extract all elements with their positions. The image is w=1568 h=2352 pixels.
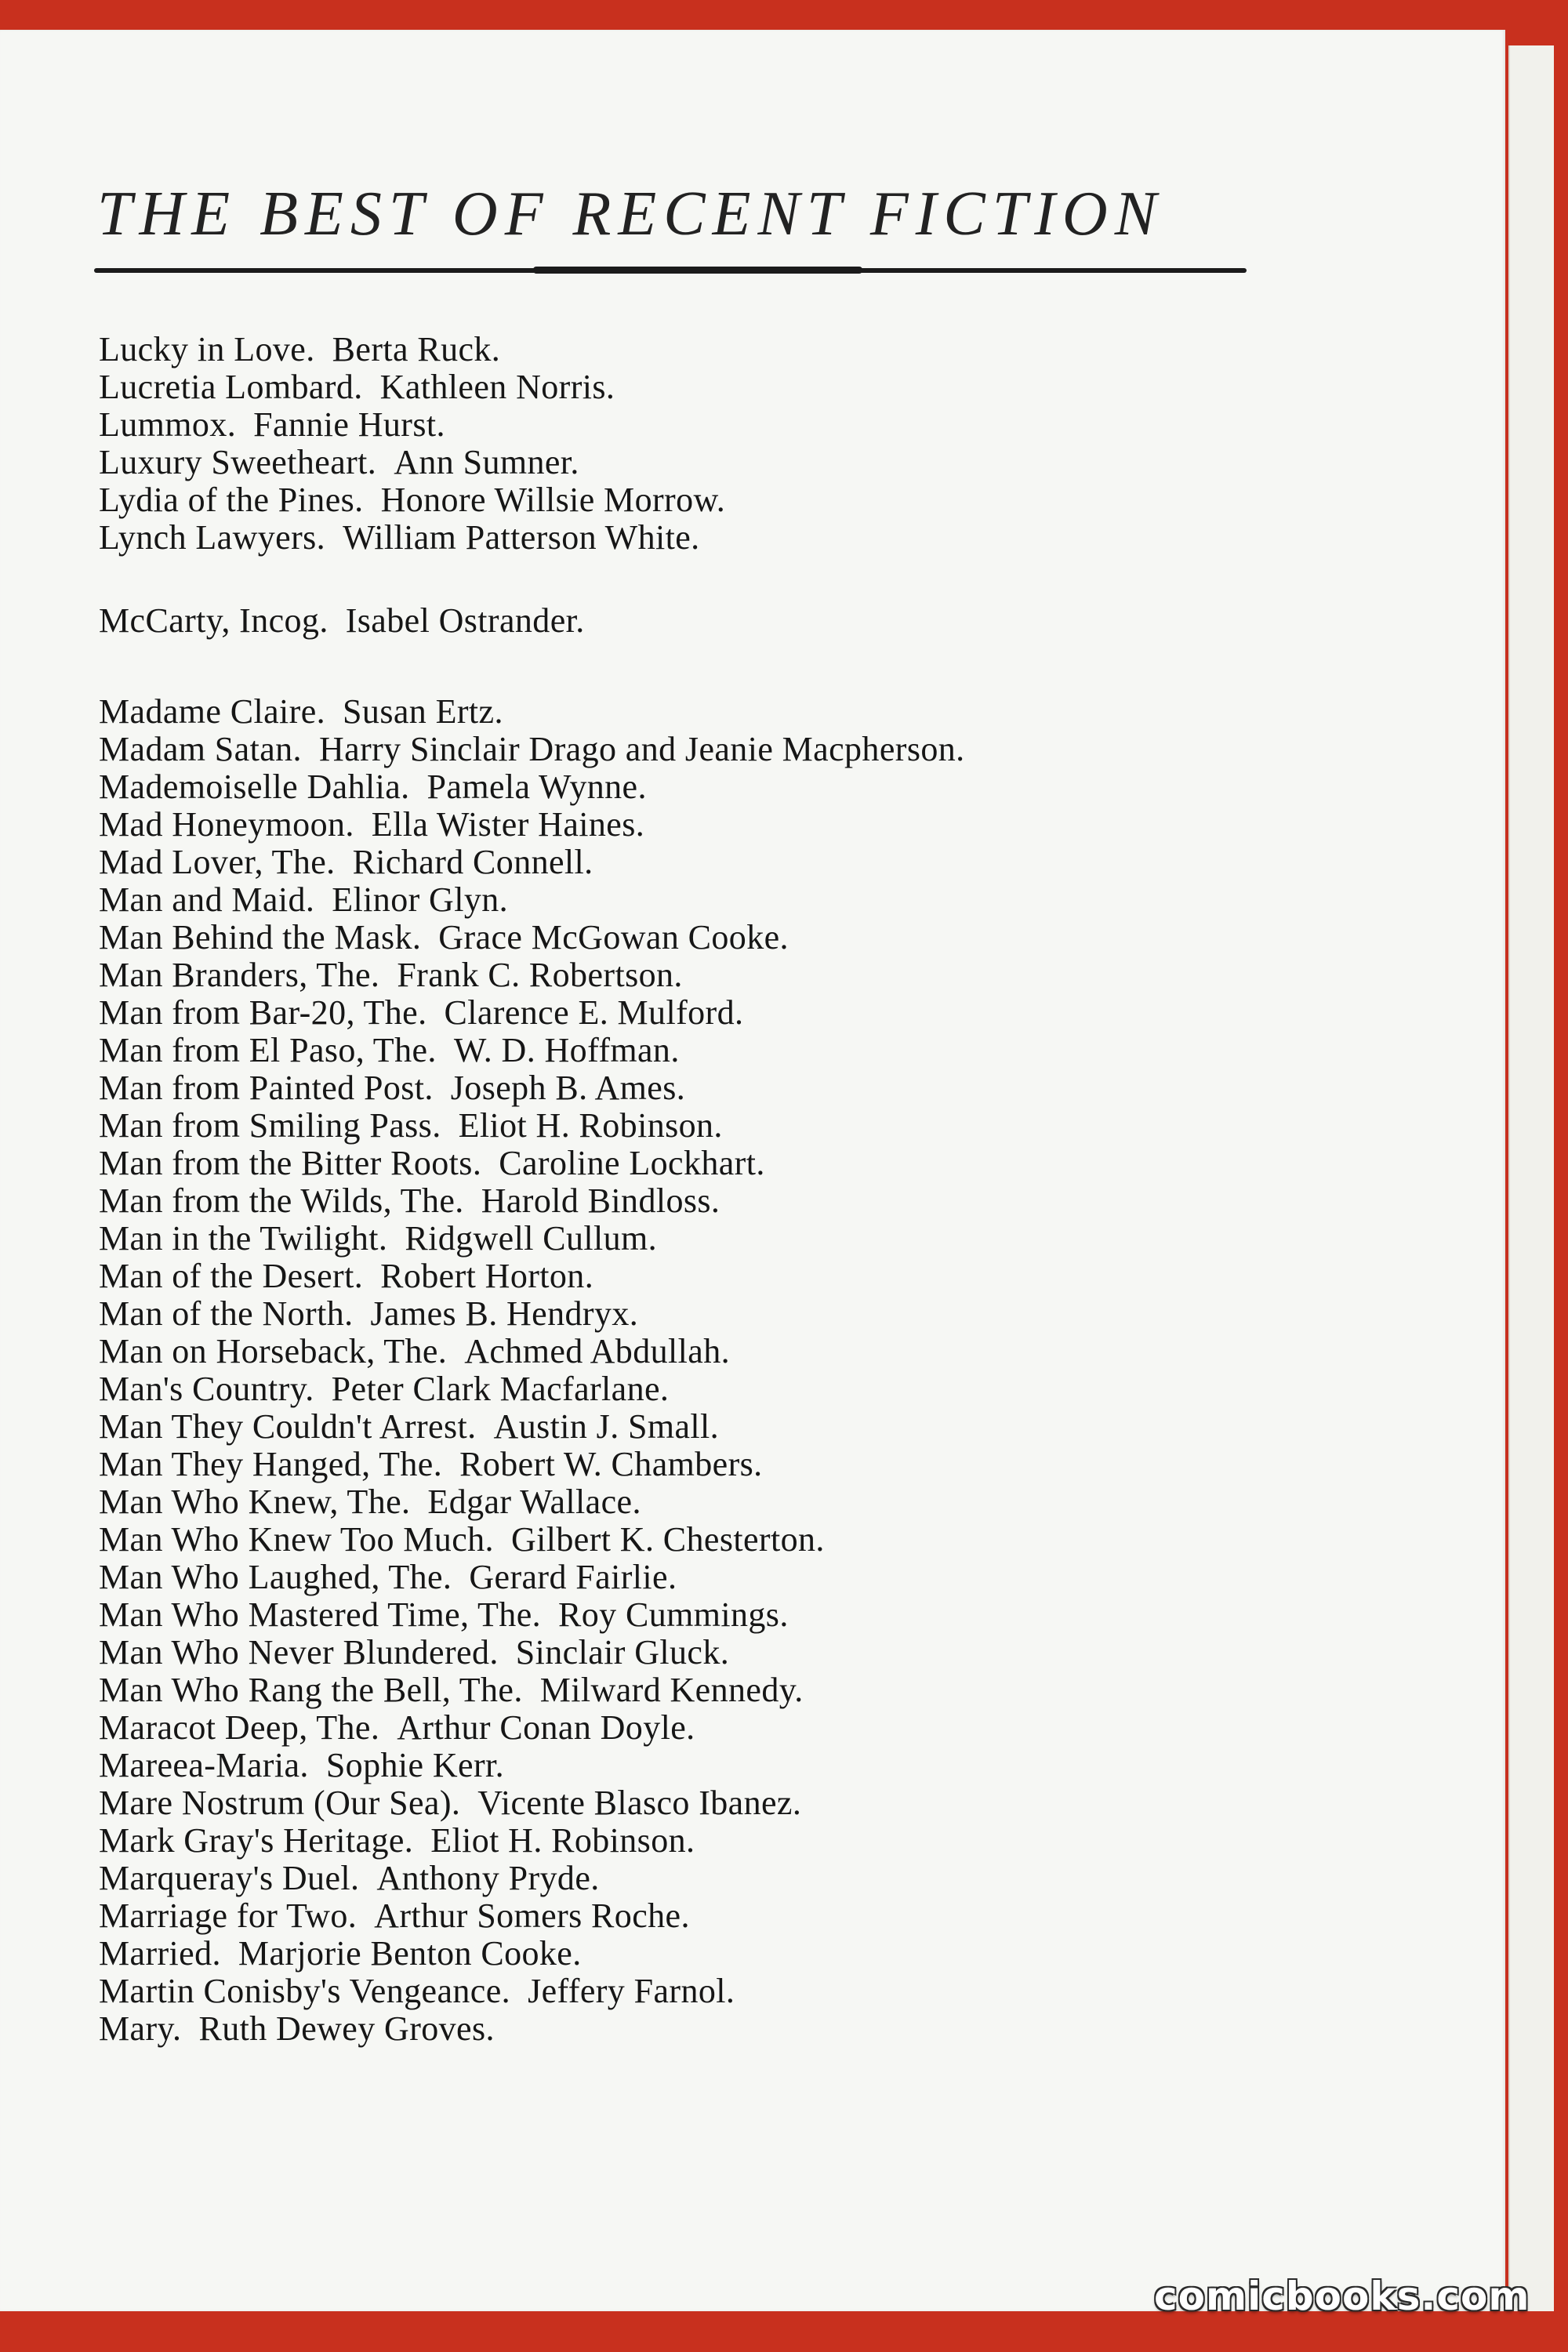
- book-author: Robert Horton.: [380, 1257, 594, 1295]
- book-author: Austin J. Small.: [493, 1407, 720, 1446]
- list-item: [99, 1521, 825, 1559]
- book-title: Martin Conisby's Vengeance.: [99, 1972, 511, 2010]
- book-title: Man from Bar-20, The.: [99, 993, 427, 1032]
- book-author: Sophie Kerr.: [325, 1746, 505, 1784]
- list-item: [99, 602, 585, 640]
- list-item: [99, 693, 503, 731]
- list-item: [99, 331, 500, 368]
- list-item: [99, 881, 508, 919]
- list-item: [99, 1446, 763, 1483]
- book-title: Lynch Lawyers.: [99, 518, 326, 557]
- book-title: Lydia of the Pines.: [99, 481, 364, 519]
- list-item: [99, 444, 579, 481]
- book-author: Vicente Blasco Ibanez.: [477, 1784, 802, 1822]
- book-title: Man Behind the Mask.: [99, 918, 422, 956]
- watermark-logo: comicbooks.com: [1154, 2274, 1530, 2319]
- book-author: Achmed Abdullah.: [464, 1332, 730, 1370]
- book-title: Man Branders, The.: [99, 956, 380, 994]
- book-title: Man from Smiling Pass.: [99, 1106, 441, 1145]
- book-author: Peter Clark Macfarlane.: [331, 1370, 670, 1408]
- book-author: Roy Cummings.: [558, 1595, 789, 1634]
- book-title: Mad Honeymoon.: [99, 805, 354, 844]
- book-author: Elinor Glyn.: [332, 880, 509, 919]
- list-item: [99, 1935, 582, 1973]
- book-title: Man from Painted Post.: [99, 1069, 434, 1107]
- book-title: Man They Couldn't Arrest.: [99, 1407, 477, 1446]
- book-title: Man of the North.: [99, 1294, 354, 1333]
- book-title: Married.: [99, 1934, 221, 1973]
- list-item: [99, 1709, 695, 1747]
- list-item: [99, 2010, 495, 2048]
- list-item: [99, 994, 743, 1032]
- book-title: Man of the Desert.: [99, 1257, 364, 1295]
- book-author: Ridgwell Cullum.: [405, 1219, 658, 1258]
- book-author: Joseph B. Ames.: [450, 1069, 686, 1107]
- book-title: Man in the Twilight.: [99, 1219, 388, 1258]
- list-item: [99, 1370, 669, 1408]
- list-item: [99, 481, 725, 519]
- book-author: Milward Kennedy.: [539, 1671, 804, 1709]
- book-author: Jeffery Farnol.: [528, 1972, 735, 2010]
- book-title: Man on Horseback, The.: [99, 1332, 448, 1370]
- list-item: [99, 368, 615, 406]
- fiction-list: [99, 0, 1447, 2352]
- book-title: Man and Maid.: [99, 880, 315, 919]
- book-title: Man They Hanged, The.: [99, 1445, 443, 1483]
- book-author: James B. Hendryx.: [370, 1294, 639, 1333]
- book-title: Man from El Paso, The.: [99, 1031, 437, 1069]
- list-item: [99, 1671, 804, 1709]
- list-item: [99, 919, 789, 956]
- list-item: [99, 1634, 729, 1671]
- page-title: THE BEST OF RECENT FICTION: [97, 180, 1164, 249]
- book-author: Berta Ruck.: [332, 330, 501, 368]
- list-item: [99, 519, 700, 557]
- list-item: [99, 844, 593, 881]
- book-author: Clarence E. Mulford.: [444, 993, 744, 1032]
- book-title: Mareea-Maria.: [99, 1746, 309, 1784]
- book-title: Maracot Deep, The.: [99, 1708, 380, 1747]
- book-title: Man Who Mastered Time, The.: [99, 1595, 542, 1634]
- list-item: [99, 1069, 685, 1107]
- list-item: [99, 1897, 690, 1935]
- list-item: [99, 731, 965, 768]
- list-item: [99, 806, 644, 844]
- book-author: Gilbert K. Chesterton.: [510, 1520, 825, 1559]
- list-item: [99, 1333, 730, 1370]
- book-author: Pamela Wynne.: [426, 768, 647, 806]
- list-item: [99, 1784, 801, 1822]
- book-title: Mare Nostrum (Our Sea).: [99, 1784, 461, 1822]
- book-author: Fannie Hurst.: [253, 405, 445, 444]
- book-author: W. D. Hoffman.: [453, 1031, 680, 1069]
- list-item: [99, 1182, 720, 1220]
- book-author: Kathleen Norris.: [379, 368, 615, 406]
- list-item: [99, 1973, 735, 2010]
- book-author: Edgar Wallace.: [427, 1483, 641, 1521]
- book-title: McCarty, Incog.: [99, 601, 328, 640]
- book-author: Robert W. Chambers.: [459, 1445, 763, 1483]
- book-author: Grace McGowan Cooke.: [438, 918, 789, 956]
- list-item: [99, 1145, 765, 1182]
- list-item: [99, 1408, 719, 1446]
- book-title: Mademoiselle Dahlia.: [99, 768, 410, 806]
- list-item: [99, 956, 683, 994]
- book-title: Man Who Laughed, The.: [99, 1558, 452, 1596]
- book-title: Man from the Wilds, The.: [99, 1181, 464, 1220]
- book-title: Mark Gray's Heritage.: [99, 1821, 414, 1860]
- book-title: Luxury Sweetheart.: [99, 443, 377, 481]
- list-item: [99, 406, 445, 444]
- book-title: Lucky in Love.: [99, 330, 315, 368]
- list-item: [99, 1107, 723, 1145]
- book-author: Sinclair Gluck.: [515, 1633, 730, 1671]
- book-title: Man from the Bitter Roots.: [99, 1144, 482, 1182]
- book-title: Man Who Never Blundered.: [99, 1633, 499, 1671]
- list-item: [99, 1483, 641, 1521]
- list-item: [99, 1295, 638, 1333]
- book-author: Ann Sumner.: [394, 443, 579, 481]
- book-title: Mad Lover, The.: [99, 843, 336, 881]
- book-author: Marjorie Benton Cooke.: [238, 1934, 582, 1973]
- book-author: Arthur Somers Roche.: [374, 1896, 690, 1935]
- book-author: Gerard Fairlie.: [469, 1558, 677, 1596]
- list-item: [99, 1747, 504, 1784]
- book-title: Man Who Rang the Bell, The.: [99, 1671, 523, 1709]
- list-item: [99, 1596, 789, 1634]
- list-item: [99, 1822, 695, 1860]
- book-title: Marriage for Two.: [99, 1896, 358, 1935]
- book-title: Lummox.: [99, 405, 237, 444]
- list-item: [99, 1860, 600, 1897]
- list-item: [99, 1559, 677, 1596]
- book-author: Anthony Pryde.: [376, 1859, 600, 1897]
- book-author: Arthur Conan Doyle.: [397, 1708, 695, 1747]
- book-title: Mary.: [99, 2009, 182, 2048]
- book-title: Madame Claire.: [99, 692, 326, 731]
- book-author: Ruth Dewey Groves.: [198, 2009, 495, 2048]
- book-author: Isabel Ostrander.: [345, 601, 585, 640]
- book-author: Harold Bindloss.: [481, 1181, 720, 1220]
- book-title: Man's Country.: [99, 1370, 314, 1408]
- book-author: Richard Connell.: [352, 843, 593, 881]
- book-title: Man Who Knew Too Much.: [99, 1520, 494, 1559]
- book-author: Caroline Lockhart.: [499, 1144, 765, 1182]
- book-title: Madam Satan.: [99, 730, 302, 768]
- book-title: Man Who Knew, The.: [99, 1483, 411, 1521]
- book-author: Eliot H. Robinson.: [458, 1106, 723, 1145]
- list-item: [99, 1258, 593, 1295]
- book-author: Ella Wister Haines.: [371, 805, 645, 844]
- book-author: Honore Willsie Morrow.: [380, 481, 726, 519]
- book-author: Eliot H. Robinson.: [430, 1821, 695, 1860]
- list-item: [99, 1220, 657, 1258]
- book-author: Harry Sinclair Drago and Jeanie Macpherson.: [318, 730, 965, 768]
- book-author: William Patterson White.: [343, 518, 700, 557]
- page-edge: [1508, 45, 1554, 2311]
- list-item: [99, 1032, 680, 1069]
- list-item: [99, 768, 647, 806]
- book-author: Susan Ertz.: [343, 692, 503, 731]
- book-author: Frank C. Robertson.: [397, 956, 683, 994]
- book-title: Lucretia Lombard.: [99, 368, 363, 406]
- book-title: Marqueray's Duel.: [99, 1859, 360, 1897]
